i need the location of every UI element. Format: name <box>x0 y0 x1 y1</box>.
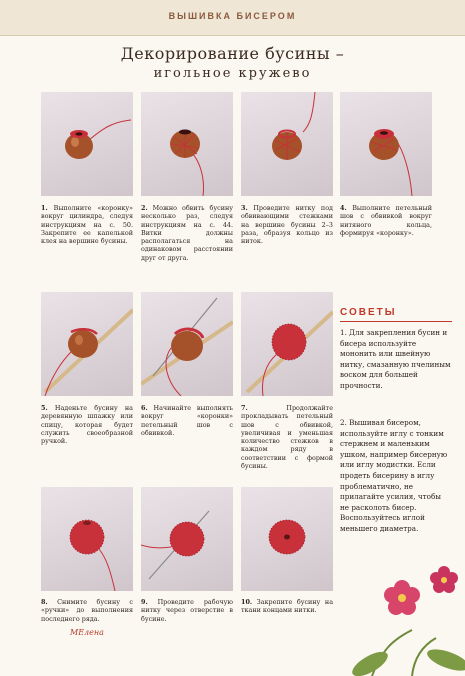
step-4-caption: 4. Выполните петельный шов с обвивкой вокруг нитяного кольца, формируя «коронку». <box>340 204 432 237</box>
section-label: ВЫШИВКА БИСЕРОМ <box>168 11 297 21</box>
signature: МЕлена <box>70 628 104 637</box>
step-3-photo <box>241 92 333 196</box>
step-10-photo <box>241 487 333 591</box>
tip-1: 1. Для закрепления бусин и бисера используйте мононить или швейную нитку, смазанную пчелиным воском для большей прочности. <box>340 328 451 390</box>
step-8-photo <box>41 487 133 591</box>
step-7-caption: 7. Продолжайте прокладывать петельный шов с обвивкой, увеличивая и уменьшая количество стежков в каждом ряду в соответствии с формой бусины. <box>241 404 333 471</box>
step-5-caption: 5. Наденьте бусину на деревянную шпажку или спицу, которая будет служить своеобразной ручкой. <box>41 404 133 446</box>
tips-divider <box>340 321 452 322</box>
step-6-photo <box>141 292 233 396</box>
step-6-caption: 6. Начинайте выполнять вокруг «коронки» петельный шов с обвивкой. <box>141 404 233 437</box>
step-1-caption: 1. Выполните «коронку» вокруг цилиндра, следуя инструкциям на с. 50. Закрепите ее капелькой клея на вершине бусины. <box>41 204 133 246</box>
step-5-photo <box>41 292 133 396</box>
step-4-photo <box>340 92 432 196</box>
step-10-caption: 10. Закрепите бусину на ткани концами нитки. <box>241 598 333 615</box>
page-subtitle: игольное кружево <box>153 66 312 81</box>
step-2-photo <box>141 92 233 196</box>
step-1-photo <box>41 92 133 196</box>
step-8-caption: 8. Снимите бусину с «ручки» до выполнения последнего ряда. <box>41 598 133 623</box>
step-9-photo <box>141 487 233 591</box>
step-9-caption: 9. Проведите рабочую нитку через отверстие в бусине. <box>141 598 233 623</box>
tips-title: СОВЕТЫ <box>340 307 397 318</box>
primrose-illustration <box>352 560 465 676</box>
page-title: Декорирование бусины – <box>120 44 345 63</box>
tip-2: 2. Вышивая бисером, используйте иглу с тонким стержнем и маленьким ушком, например бисерную или иглу модистки. Если продеть бисерину в иглу проблематично, не прилагайте усилия, чтобы не расколоть бисер. Воспользуйтесь иглой меньшего диаметра. <box>340 418 448 533</box>
step-3-caption: 3. Проведите нитку под обвивающими стежками на вершине бусины 2–3 раза, образуя кольцо из ниток. <box>241 204 333 246</box>
step-2-caption: 2. Можно обвить бусину несколько раз, следуя инструкциям на с. 44. Витки должны располагаться на одинаковом расстоянии друг от друга. <box>141 204 233 262</box>
step-7-photo <box>241 292 333 396</box>
